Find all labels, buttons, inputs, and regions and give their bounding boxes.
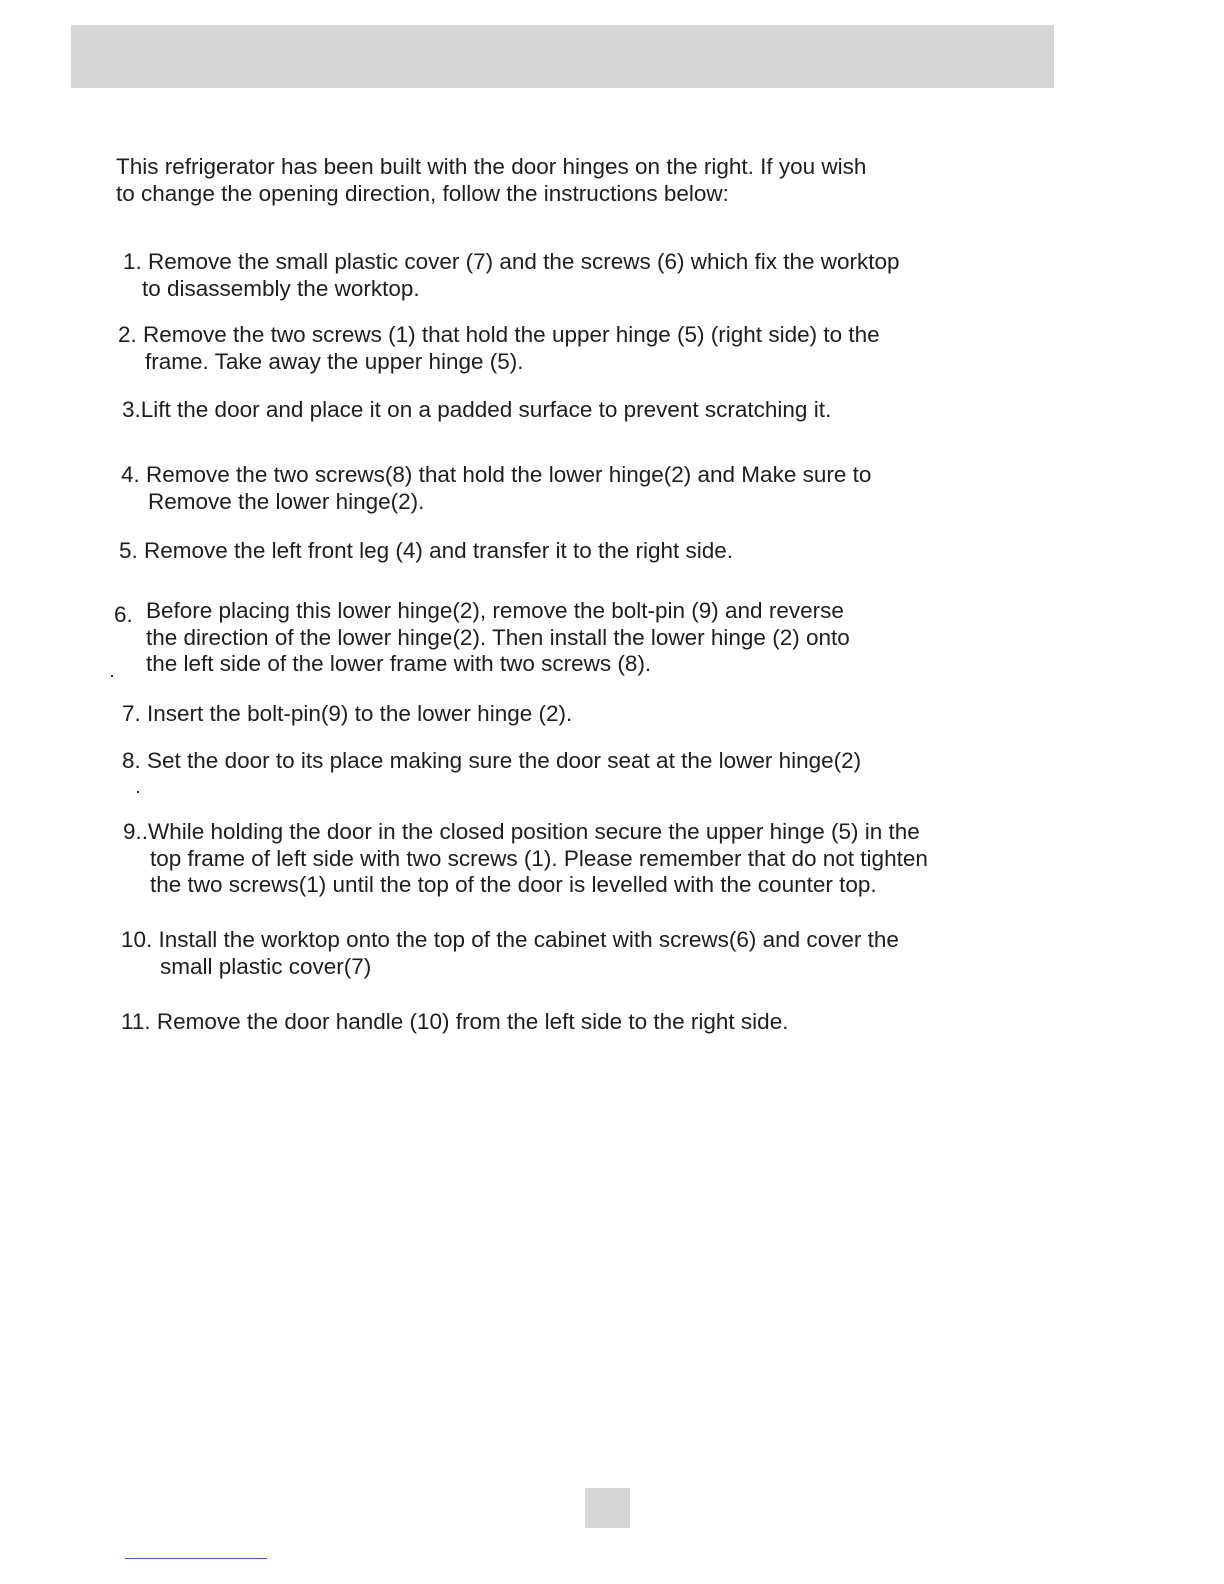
footer-rule (125, 1558, 267, 1559)
intro-line: to change the opening direction, follow the instructions below: (116, 180, 729, 206)
step-5 (119, 538, 733, 565)
step-text: frame. Take away the upper hinge (5). (145, 348, 524, 374)
step-text: 8. Set the door to its place making sure the door seat at the lower hinge(2) (122, 748, 862, 773)
page-number-box (585, 1488, 630, 1528)
step-3 (122, 397, 831, 424)
step-text: small plastic cover(7) (160, 953, 372, 979)
step-text: the two screws(1) until the top of the door is levelled with the counter top. (150, 872, 877, 897)
stray-dot (137, 791, 139, 793)
step-7 (122, 701, 572, 728)
step-4 (121, 462, 871, 515)
step-text: 3.Lift the door and place it on a padded surface to prevent scratching it. (122, 397, 832, 422)
step-text: the direction of the lower hinge(2). Then install the lower hinge (2) onto (146, 624, 850, 650)
stray-dot (111, 675, 113, 677)
step-text: 4. Remove the two screws(8) that hold the lower hinge(2) and Make sure to (121, 462, 872, 487)
step-11 (121, 1009, 788, 1036)
step-1 (123, 249, 900, 302)
step-8 (122, 748, 861, 775)
header-bar (71, 25, 1054, 88)
step-text: Before placing this lower hinge(2), remove the bolt-pin (9) and reverse (146, 598, 844, 623)
step-text: top frame of left side with two screws (1). Please remember that do not tighten (150, 845, 928, 871)
step-text: 2. Remove the two screws (1) that hold the upper hinge (5) (right side) to the (118, 322, 880, 347)
step-text: 7. Insert the bolt-pin(9) to the lower hinge (2). (122, 701, 573, 726)
step-text: 11. Remove the door handle (10) from the left side to the right side. (121, 1009, 789, 1034)
step-text: the left side of the lower frame with two screws (8). (146, 651, 652, 676)
step-10 (121, 927, 899, 980)
step-text: Remove the lower hinge(2). (148, 488, 425, 514)
step-6 (146, 598, 850, 678)
step-9 (123, 819, 928, 899)
step-6-number: 6. (114, 602, 133, 627)
step-text: 1. Remove the small plastic cover (7) and the screws (6) which fix the worktop (123, 249, 900, 274)
intro-paragraph (116, 154, 976, 207)
intro-line: This refrigerator has been built with the door hinges on the right. If you wish (116, 154, 867, 179)
step-text: 10. Install the worktop onto the top of the cabinet with screws(6) and cover the (121, 927, 899, 952)
step-text: 5. Remove the left front leg (4) and transfer it to the right side. (119, 538, 734, 563)
step-2 (118, 322, 880, 375)
step-text: 9..While holding the door in the closed position secure the upper hinge (5) in the (123, 819, 920, 844)
step-text: to disassembly the worktop. (142, 275, 420, 301)
